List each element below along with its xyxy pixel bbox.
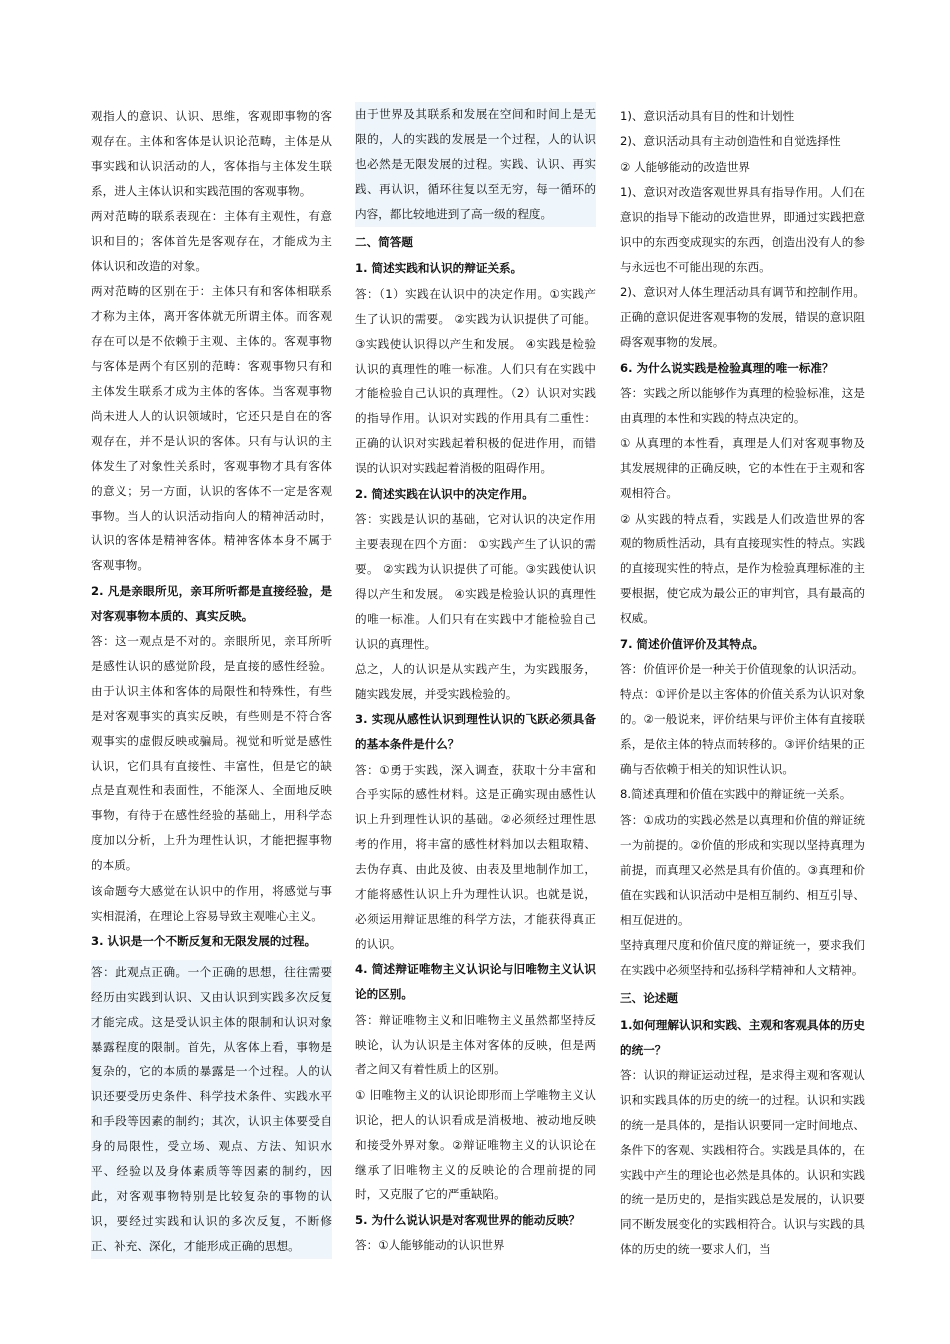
question-heading: 3. 认识是一个不断反复和无限发展的过程。	[91, 933, 317, 948]
paragraph: 两对范畴的区别在于：主体只有和客体相联系才称为主体，离开客体就无所谓主体。而客观存在可以是不依赖于主观、主体的。客观事物与客体是两个有区别的范畴：客观事物只有和主体发生联系才成为主体的客体。当客观事物尚未进人人的认识领域时，它还只是自在的客观存在，并不是认识的客体。只有与认识的主体发生了对象性关系时，客观事物才具有客体的意义；另一方面，认识的客体不一定是客观事物。当人的认识活动指向人的精神活动时，认识的客体是精神客体。精神客体本身不属于客观事物。	[91, 284, 332, 573]
question-heading: 6. 为什么说实践是检验真理的唯一标准？	[620, 360, 834, 375]
question-heading: 8.简述真理和价值在实践中的辩证统一关系。	[620, 787, 852, 802]
paragraph: 坚持真理尺度和价值尺度的辩证统一，要求我们在实践中必须坚持和弘扬科学精神和人文精神。	[620, 937, 865, 977]
question-heading: 7. 简述价值评价及其特点。	[620, 636, 765, 651]
paragraph: ② 从实践的特点看，实践是人们改造世界的客观的物质性活动，具有直接现实性的特点。实践的直接现实性的特点，是作为检验真理标准的主要根据，使它成为最公正的审判官，具有最高的权威。	[620, 511, 865, 626]
answer-paragraph: 答：实践是认识的基础，它对认识的决定作用主要表现在四个方面： ①实践产生了认识的需要。 ②实践为认识提供了可能。③实践使认识得以产生和发展。 ④实践是检验认识的真理性的唯一标准。人们只有在实践中才能检验自己认识的真理性。	[355, 512, 596, 651]
list-item: 1)、意识活动具有目的性和计划性	[620, 109, 795, 123]
question-heading: 4. 简述辩证唯物主义认识论与旧唯物主义认识论的区别。	[355, 962, 596, 1002]
paragraph: 特点：①评价是以主客体的价值关系为认识对象的。②一般说来，评价结果与评价主体有直接联系，是依主体的特点而转移的。③评价结果的正确与否依赖于相关的知识性认识。	[620, 687, 865, 777]
list-item: ② 人能够能动的改造世界	[620, 159, 751, 174]
question-heading: 3. 实现从感性认识到理性认识的飞跃必须具备的基本条件是什么？	[355, 712, 596, 752]
paragraph: 答：这一观点是不对的。亲眼所见，亲耳所听是感性认识的感觉阶段，是直接的感性经验。由于认识主体和客体的局限性和特殊性，有些是对客观事实的真实反映，有些则是不符合客观事实的虚假反映或骗局。视觉和听觉是感性认识，它们具有直接性、丰富性，但是它的缺点是直观性和表面性，不能深人、全面地反映事物，有待于在感性经验的基础上，用科学态度加以分析，上升为理性认识，才能把握事物的本质。	[91, 634, 332, 873]
answer-paragraph: 答：认识的辩证运动过程，是求得主观和客观认识和实践具体的历史的统一的过程。认识和实践的统一是具体的，是指认识要同一定时间地点、条件下的客观、实践相符合。实践是具体的，在实践中产生的理论也必然是具体的。认识和实践的统一是历史的，是指实践总是发展的，认识要同不断发展变化的实践相符合。认识与实践的具体的历史的统一要求人们，当	[620, 1067, 865, 1257]
answer-paragraph: 答：①勇于实践，深入调查，获取十分丰富和合乎实际的感性材料。这是正确实现由感性认识上升到理性认识的基础。②必须经过理性思考的作用，将丰富的感性材料加以去粗取精、去伪存真、由此及彼、由表及里地制作加工，才能将感性认识上升为理性认识。也就是说，必须运用辩证思维的科学方法，才能获得真正的认识。	[355, 762, 596, 951]
section-heading: 三、论述题	[620, 990, 678, 1005]
paragraph: 该命题夸大感觉在认识中的作用，将感觉与事实相混淆，在理论上容易导致主观唯心主义。	[91, 883, 332, 923]
answer-paragraph: 答：辩证唯物主义和旧唯物主义虽然都坚持反映论，认为认识是主体对客体的反映，但是两者之间又有着性质上的区别。	[355, 1012, 596, 1077]
paragraph: 观指人的意识、认识、思维，客观即事物的客观存在。主体和客体是认识论范畴，主体是从事实践和认识活动的人，客体指与主体发生联系，进人主体认识和实践范围的客观事物。	[91, 109, 332, 198]
column-right	[620, 104, 865, 1263]
paragraph: 2)、意识对人体生理活动具有调节和控制作用。正确的意识促进客观事物的发展，错误的意识阻碍客观事物的发展。	[620, 285, 865, 350]
paragraph: 由于世界及其联系和发展在空间和时间上是无限的，人的实践的发展是一个过程，人的认识也必然是无限发展的过程。实践、认识、再实践、再认识，循环往复以至无穷，每一循环的内容，都比较地进到了高一级的程度。	[355, 102, 596, 227]
paragraph: ① 从真理的本性看，真理是人们对客观事物及其发展规律的正确反映，它的本性在于主观和客观相符合。	[620, 436, 865, 501]
answer-paragraph: 答：①人能够能动的认识世界	[355, 1238, 505, 1253]
question-heading: 2. 凡是亲眼所见，亲耳所听都是直接经验，是对客观事物本质的、真实反映。	[91, 583, 332, 623]
answer-paragraph: 答：（1）实践在认识中的决定作用。①实践产生了认识的需要。 ②实践为认识提供了可能。③实践使认识得以产生和发展。 ④实践是检验认识的真理性的唯一标准。人们只有在实践中才能检验自己认识的真理性。（2）认识对实践的指导作用。认识对实践的作用具有二重性：正确的认识对实践起着积极的促进作用，而错误的认识对实践起着消极的阻碍作用。	[355, 286, 596, 476]
question-heading: 5. 为什么说认识是对客观世界的能动反映？	[355, 1212, 581, 1227]
answer-paragraph: 答：实践之所以能够作为真理的检验标准，这是由真理的本性和实践的特点决定的。	[620, 385, 865, 425]
list-item: 2)、意识活动具有主动创造性和自觉选择性	[620, 134, 841, 149]
column-left	[91, 104, 332, 1259]
question-heading: 2. 简述实践在认识中的决定作用。	[355, 486, 534, 501]
question-heading: 1. 简述实践和认识的辩证关系。	[355, 261, 523, 276]
column-middle	[355, 102, 596, 1259]
answer-paragraph: 答：此观点正确。一个正确的思想，往往需要经历由实践到认识、又由认识到实践多次反复才能完成。这是受认识主体的限制和认识对象暴露程度的限制。首先，从客体上看，事物是复杂的，它的本质的暴露是一个过程。人的认识还要受历史条件、科学技术条件、实践水平和手段等因素的制约；其次，认识主体要受自身的局限性，受立场、观点、方法、知识水平、经验以及身体素质等等因素的制约，因此，对客观事物特别是比较复杂的事物的认识，要经过实践和认识的多次反复，不断修正、补充、深化，才能形成正确的思想。	[91, 960, 332, 1259]
answer-paragraph: 答：价值评价是一种关于价值现象的认识活动。	[620, 661, 864, 676]
paragraph: 两对范畴的联系表现在：主体有主观性，有意识和目的；客体首先是客观存在，才能成为主体认识和改造的对象。	[91, 209, 332, 273]
paragraph: ① 旧唯物主义的认识论即形而上学唯物主义认识论，把人的认识看成是消极地、被动地反映和接受外界对象。②辩证唯物主义的认识论在继承了旧唯物主义的反映论的合理前提的同时，又克服了它的严重缺陷。	[355, 1087, 596, 1202]
paragraph: 1)、意识对改造客观世界具有指导作用。人们在意识的指导下能动的改造世界，即通过实践把意识中的东西变成现实的东西，创造出没有人的参与永远也不可能出现的东西。	[620, 185, 865, 274]
section-heading: 二、简答题	[355, 234, 413, 249]
paragraph: 总之，人的认识是从实践产生，为实践服务，随实践发展，并受实践检验的。	[355, 661, 596, 701]
question-heading: 1.如何理解认识和实践、主观和客观具体的历史的统一？	[620, 1017, 865, 1057]
answer-paragraph: 答：①成功的实践必然是以真理和价值的辩证统一为前提的。②价值的形成和实现以坚持真理为前提，而真理又必然是具有价值的。③真理和价值在实践和认识活动中是相互制约、相互引导、相互促进的。	[620, 812, 865, 927]
